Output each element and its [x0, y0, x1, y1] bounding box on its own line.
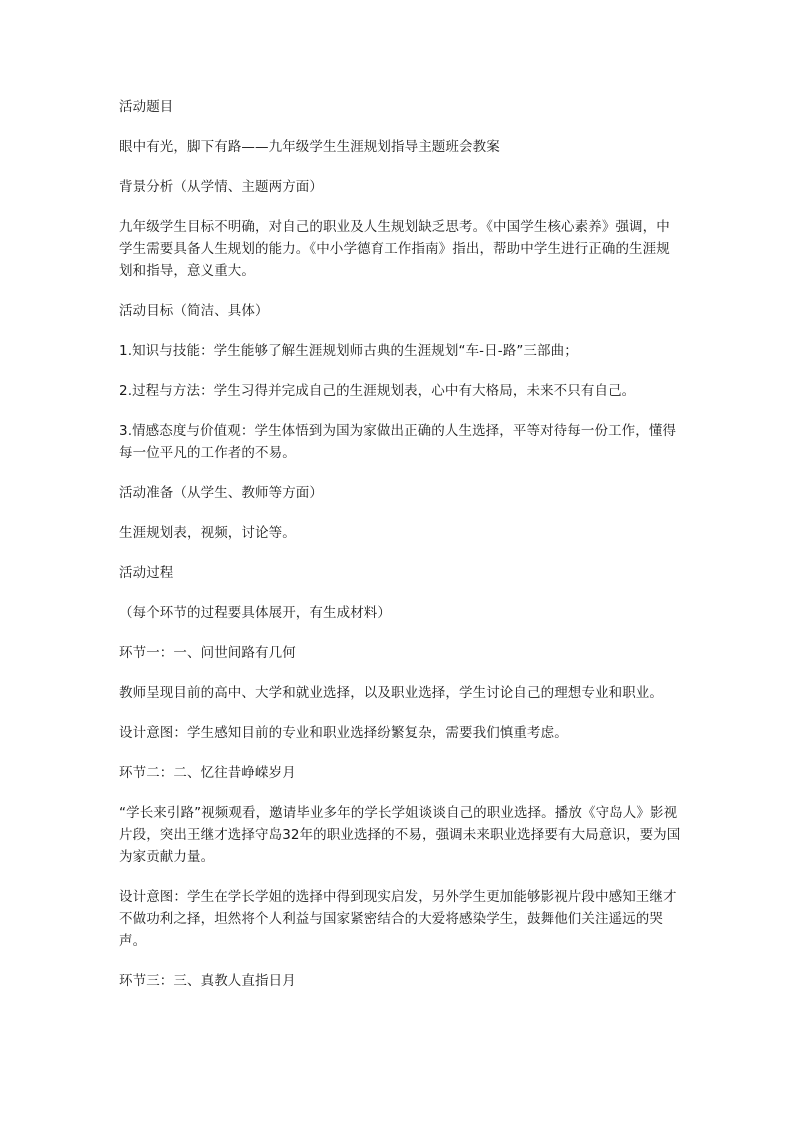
stage-one-text: 教师呈现目前的高中、大学和就业选择，以及职业选择，学生讨论自己的理想专业和职业。: [119, 685, 663, 701]
goal-item-knowledge: 1.知识与技能：学生能够了解生涯规划师古典的生涯规划“车-日-路”三部曲；: [119, 343, 578, 359]
stage-one-intent: 设计意图：学生感知目前的专业和职业选择纷繁复杂，需要我们慎重考虑。: [119, 725, 568, 741]
stage-three-heading: 环节三：三、真教人直指日月: [119, 973, 296, 989]
document-body: [119, 96, 681, 1010]
section-heading-background: 背景分析（从学情、主题两方面）: [119, 179, 323, 195]
section-heading-process: 活动过程: [119, 565, 174, 581]
stage-two-text: “学长来引路”视频观看，邀请毕业多年的学长学姐谈谈自己的职业选择。播放《守岛人》影视片段，突出王继才选择守岛32年的职业选择的不易，强调未来职业选择要有大局意识，要为国为家贡献力量。: [119, 805, 681, 865]
process-note: （每个环节的过程要具体展开，有生成材料）: [119, 605, 391, 621]
goal-item-emotion: 3.情感态度与价值观：学生体悟到为国为家做出正确的人生选择，平等对待每一份工作，懂得每一位平凡的工作者的不易。: [119, 423, 677, 461]
preparation-text: 生涯规划表，视频，讨论等。: [119, 525, 296, 541]
section-heading-preparation: 活动准备（从学生、教师等方面）: [119, 485, 323, 501]
stage-one-heading: 环节一：一、问世间路有几何: [119, 645, 296, 661]
background-text: 九年级学生目标不明确，对自己的职业及人生规划缺乏思考。《中国学生核心素养》强调，中学生需要具备人生规划的能力。《中小学德育工作指南》指出，帮助中学生进行正确的生涯规划和指导，意义重大。: [119, 219, 670, 279]
section-heading-goals: 活动目标（简洁、具体）: [119, 303, 269, 319]
stage-two-heading: 环节二：二、忆往昔峥嵘岁月: [119, 765, 296, 781]
stage-two-intent: 设计意图：学生在学长学姐的选择中得到现实启发，另外学生更加能够影视片段中感知王继才不做功利之择，坦然将个人利益与国家紧密结合的大爱将感染学生，鼓舞他们关注遥远的哭声。: [119, 889, 677, 949]
activity-title-text: 眼中有光，脚下有路——九年级学生生涯规划指导主题班会教案: [119, 139, 500, 155]
goal-item-process: 2.过程与方法：学生习得并完成自己的生涯规划表，心中有大格局，未来不只有自己。: [119, 383, 636, 399]
section-heading-activity-title: 活动题目: [119, 99, 174, 115]
